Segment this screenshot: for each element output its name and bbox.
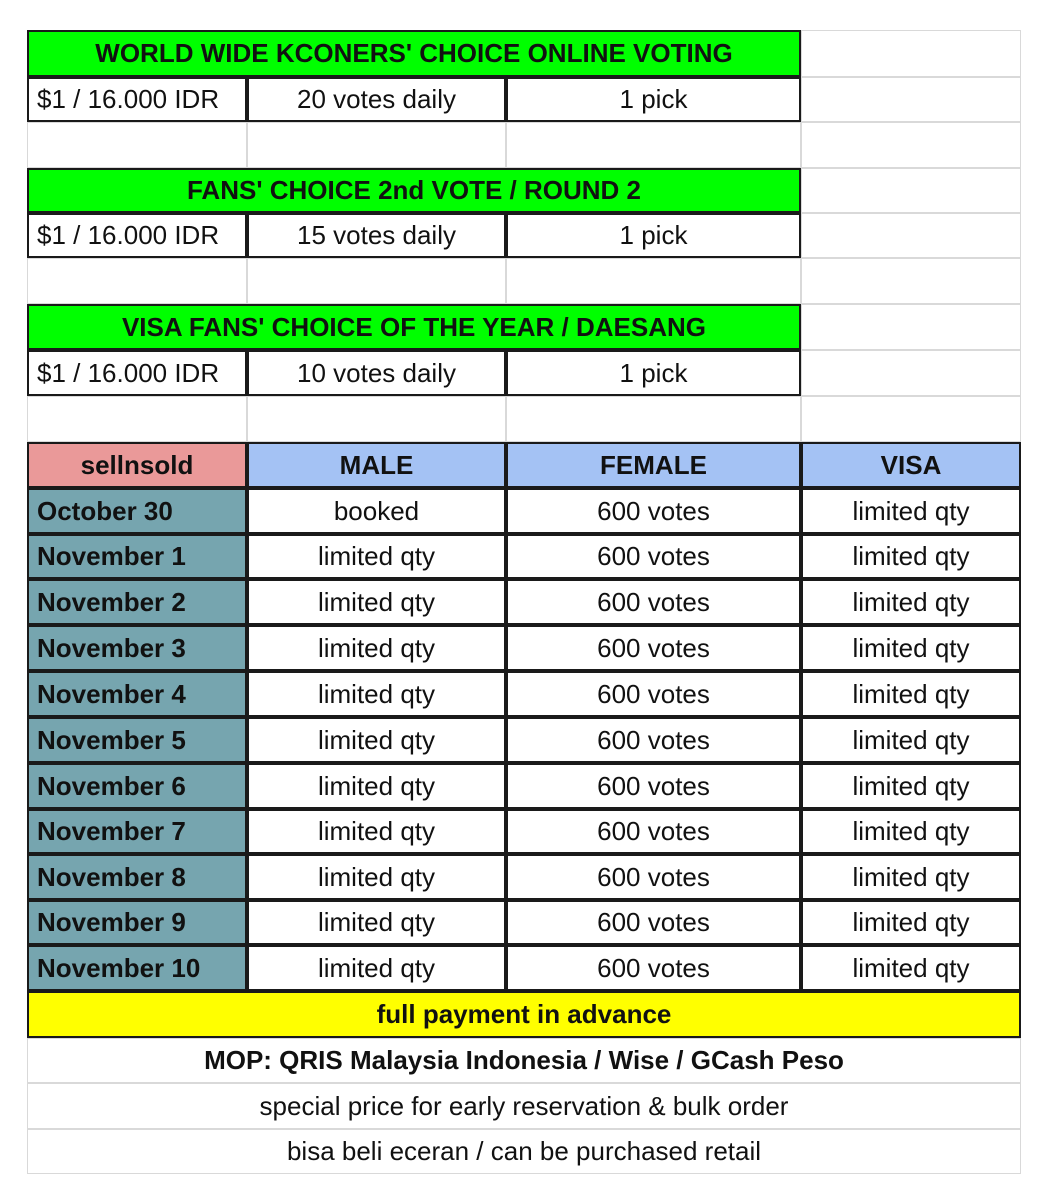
header-female[interactable]: FEMALE (506, 442, 801, 488)
votes-cell[interactable]: 20 votes daily (247, 77, 506, 122)
empty-cell[interactable] (801, 258, 1021, 304)
header-sellnsold[interactable]: sellnsold (27, 442, 247, 488)
payment-banner[interactable]: full payment in advance (27, 991, 1021, 1038)
female-cell[interactable]: 600 votes (506, 945, 801, 991)
date-cell[interactable]: October 30 (27, 488, 247, 534)
header-male[interactable]: MALE (247, 442, 506, 488)
pick-cell[interactable]: 1 pick (506, 213, 801, 258)
male-cell[interactable]: limited qty (247, 625, 506, 671)
empty-cell[interactable] (801, 122, 1021, 168)
empty-cell[interactable] (801, 350, 1021, 396)
male-cell[interactable]: limited qty (247, 900, 506, 945)
female-cell[interactable]: 600 votes (506, 763, 801, 809)
date-cell[interactable]: November 4 (27, 671, 247, 717)
visa-cell[interactable]: limited qty (801, 900, 1021, 945)
special-price-note[interactable]: special price for early reservation & bulk order (27, 1083, 1021, 1129)
retail-note[interactable]: bisa beli eceran / can be purchased retail (27, 1129, 1021, 1174)
empty-cell[interactable] (801, 168, 1021, 213)
date-cell[interactable]: November 8 (27, 854, 247, 900)
male-cell[interactable]: limited qty (247, 763, 506, 809)
votes-cell[interactable]: 15 votes daily (247, 213, 506, 258)
female-cell[interactable]: 600 votes (506, 809, 801, 854)
date-cell[interactable]: November 2 (27, 579, 247, 625)
visa-cell[interactable]: limited qty (801, 671, 1021, 717)
visa-cell[interactable]: limited qty (801, 579, 1021, 625)
header-visa[interactable]: VISA (801, 442, 1021, 488)
empty-cell[interactable] (801, 30, 1021, 77)
visa-cell[interactable]: limited qty (801, 854, 1021, 900)
visa-cell[interactable]: limited qty (801, 717, 1021, 763)
visa-cell[interactable]: limited qty (801, 625, 1021, 671)
empty-cell[interactable] (801, 396, 1021, 442)
section-title[interactable]: VISA FANS' CHOICE OF THE YEAR / DAESANG (27, 304, 801, 350)
male-cell[interactable]: limited qty (247, 671, 506, 717)
empty-cell[interactable] (27, 122, 247, 168)
section-title[interactable]: WORLD WIDE KCONERS' CHOICE ONLINE VOTING (27, 30, 801, 77)
male-cell[interactable]: limited qty (247, 534, 506, 579)
female-cell[interactable]: 600 votes (506, 717, 801, 763)
empty-cell[interactable] (801, 77, 1021, 122)
empty-cell[interactable] (801, 213, 1021, 258)
price-cell[interactable]: $1 / 16.000 IDR (27, 350, 247, 396)
female-cell[interactable]: 600 votes (506, 854, 801, 900)
section-title[interactable]: FANS' CHOICE 2nd VOTE / ROUND 2 (27, 168, 801, 213)
empty-cell[interactable] (247, 122, 506, 168)
female-cell[interactable]: 600 votes (506, 488, 801, 534)
date-cell[interactable]: November 10 (27, 945, 247, 991)
date-cell[interactable]: November 6 (27, 763, 247, 809)
price-cell[interactable]: $1 / 16.000 IDR (27, 77, 247, 122)
empty-cell[interactable] (27, 396, 247, 442)
pick-cell[interactable]: 1 pick (506, 77, 801, 122)
visa-cell[interactable]: limited qty (801, 945, 1021, 991)
visa-cell[interactable]: limited qty (801, 488, 1021, 534)
female-cell[interactable]: 600 votes (506, 625, 801, 671)
male-cell[interactable]: booked (247, 488, 506, 534)
empty-cell[interactable] (506, 258, 801, 304)
date-cell[interactable]: November 3 (27, 625, 247, 671)
male-cell[interactable]: limited qty (247, 717, 506, 763)
votes-cell[interactable]: 10 votes daily (247, 350, 506, 396)
visa-cell[interactable]: limited qty (801, 809, 1021, 854)
male-cell[interactable]: limited qty (247, 854, 506, 900)
date-cell[interactable]: November 5 (27, 717, 247, 763)
female-cell[interactable]: 600 votes (506, 671, 801, 717)
date-cell[interactable]: November 1 (27, 534, 247, 579)
male-cell[interactable]: limited qty (247, 809, 506, 854)
mop-note[interactable]: MOP: QRIS Malaysia Indonesia / Wise / GCash Peso (27, 1038, 1021, 1083)
female-cell[interactable]: 600 votes (506, 579, 801, 625)
empty-cell[interactable] (247, 396, 506, 442)
empty-cell[interactable] (801, 304, 1021, 350)
empty-cell[interactable] (247, 258, 506, 304)
visa-cell[interactable]: limited qty (801, 763, 1021, 809)
empty-cell[interactable] (27, 258, 247, 304)
pick-cell[interactable]: 1 pick (506, 350, 801, 396)
empty-cell[interactable] (506, 396, 801, 442)
male-cell[interactable]: limited qty (247, 945, 506, 991)
price-cell[interactable]: $1 / 16.000 IDR (27, 213, 247, 258)
visa-cell[interactable]: limited qty (801, 534, 1021, 579)
female-cell[interactable]: 600 votes (506, 900, 801, 945)
date-cell[interactable]: November 9 (27, 900, 247, 945)
male-cell[interactable]: limited qty (247, 579, 506, 625)
empty-cell[interactable] (506, 122, 801, 168)
date-cell[interactable]: November 7 (27, 809, 247, 854)
female-cell[interactable]: 600 votes (506, 534, 801, 579)
